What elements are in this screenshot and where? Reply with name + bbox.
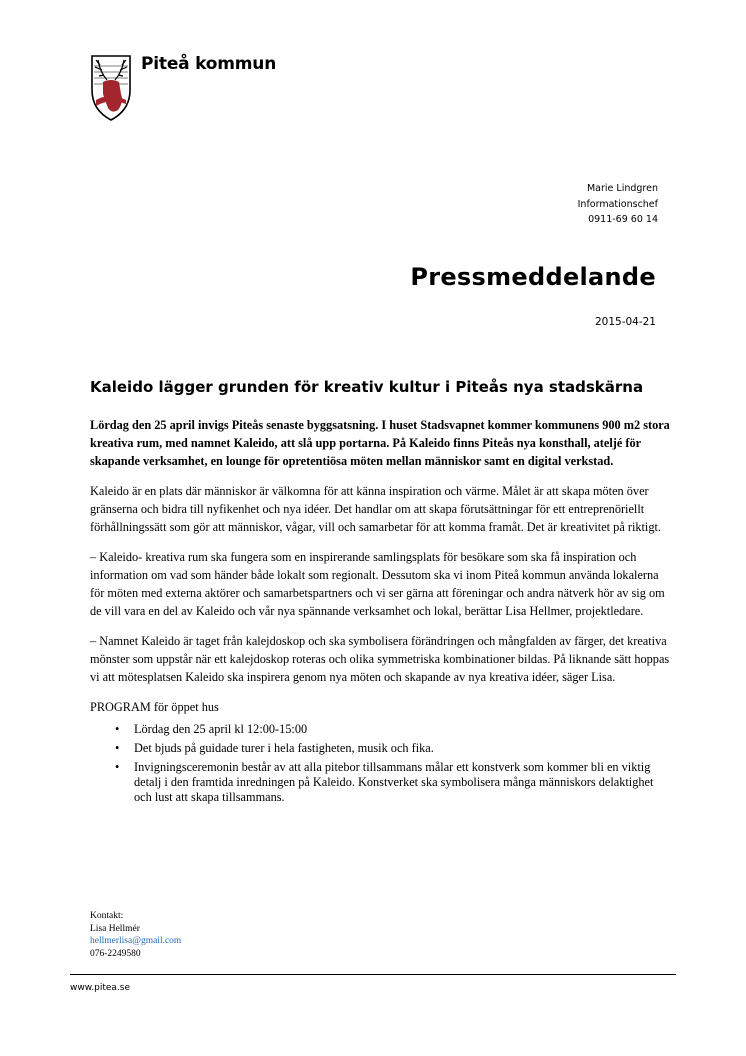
program-item-text: Det bjuds på guidade turer i hela fastigheten, musik och fika. xyxy=(134,741,434,755)
body-paragraph: Kaleido är en plats där människor är välkomna för att känna inspiration och värme. Målet är att skapa möten över gränserna och bidra till nyfikenhet och nya idéer. Det handlar om att skapa förutsättningar för ett entreprenöriellt förhållningssätt som gör att människor, vågar, vill och samarbetar för att komma framåt. Det är kreativitet på riktigt. xyxy=(90,484,661,534)
document-date: 2015-04-21 xyxy=(594,316,656,328)
contact-phone: 076-2249580 xyxy=(90,948,141,959)
contact-name: Lisa Hellmér xyxy=(90,923,140,934)
program-item xyxy=(90,722,670,737)
program-item xyxy=(90,741,670,756)
contact-email-link[interactable]: hellmerlisa@gmail.com xyxy=(90,936,182,946)
bullet-icon: • xyxy=(115,760,120,774)
program-item xyxy=(90,760,670,805)
footer-url[interactable]: www.pitea.se xyxy=(70,983,130,993)
bullet-icon: • xyxy=(115,722,120,736)
footer-divider xyxy=(70,974,676,975)
body-text xyxy=(90,416,670,809)
document-type-title: Pressmeddelande xyxy=(410,263,656,291)
contact-person-phone: 0911-69 60 14 xyxy=(588,214,658,225)
body-paragraph: – Kaleido- kreativa rum ska fungera som en inspirerande samlingsplats för besökare som ska få inspiration och information om vad som händer både lokalt som regionalt. Dessutom ska vi inom Piteå kommun använda lokalerna för möten med externa aktörer och samarbetspartners och vi ser gärna att föreningar och andra nätverk hör av sig om de vill vara en del av Kaleido och vår nya spännande verksamhet och lokal, berättar Lisa Hellmer, projektledare. xyxy=(90,550,665,618)
contact-block xyxy=(578,181,658,228)
body-paragraph: – Namnet Kaleido är taget från kalejdoskop och ska symbolisera förändringen och mångfalden av färger, det kreativa mönster som uppstår när ett kalejdoskop roteras och olika symmetriska kombinationer bildas. På liknande sätt hoppas vi att mötesplatsen Kaleido ska inspirera genom nya möten och skapande av nya kreativa idéer, säger Lisa. xyxy=(90,634,670,684)
org-name: Piteå kommun xyxy=(141,54,277,74)
program-list xyxy=(90,722,670,805)
program-item-text: Lördag den 25 april kl 12:00-15:00 xyxy=(134,722,308,736)
contact-person-name: Marie Lindgren xyxy=(586,183,658,194)
program-item-text: Invigningsceremonin består av att alla pitebor tillsammans målar ett konstverk som kommer bli en viktig detalj i den framtida inredningen på Kaleido. Konstverket ska symbolisera många människors delaktighet och lust att skapa tillsammans. xyxy=(134,760,654,804)
lead-paragraph: Lördag den 25 april invigs Piteås senaste byggsatsning. I huset Stadsvapnet kommer kommunens 900 m2 stora kreativa rum, med namnet Kaleido, att slå upp portarna. På Kaleido finns Piteås nya konsthall, ateljé för skapande verksamhet, en lounge för opretentiösa möten mellan människor samt en digital verkstad. xyxy=(90,418,670,468)
program-title: PROGRAM för öppet hus xyxy=(90,700,219,714)
contact-person-title: Informationschef xyxy=(577,198,658,210)
bullet-icon: • xyxy=(115,741,120,755)
press-release-headline: Kaleido lägger grunden för kreativ kultur i Piteås nya stadskärna xyxy=(90,378,644,396)
contact-label: Kontakt: xyxy=(90,911,124,921)
reindeer-crest-icon xyxy=(90,50,132,122)
contact-section xyxy=(90,910,181,960)
